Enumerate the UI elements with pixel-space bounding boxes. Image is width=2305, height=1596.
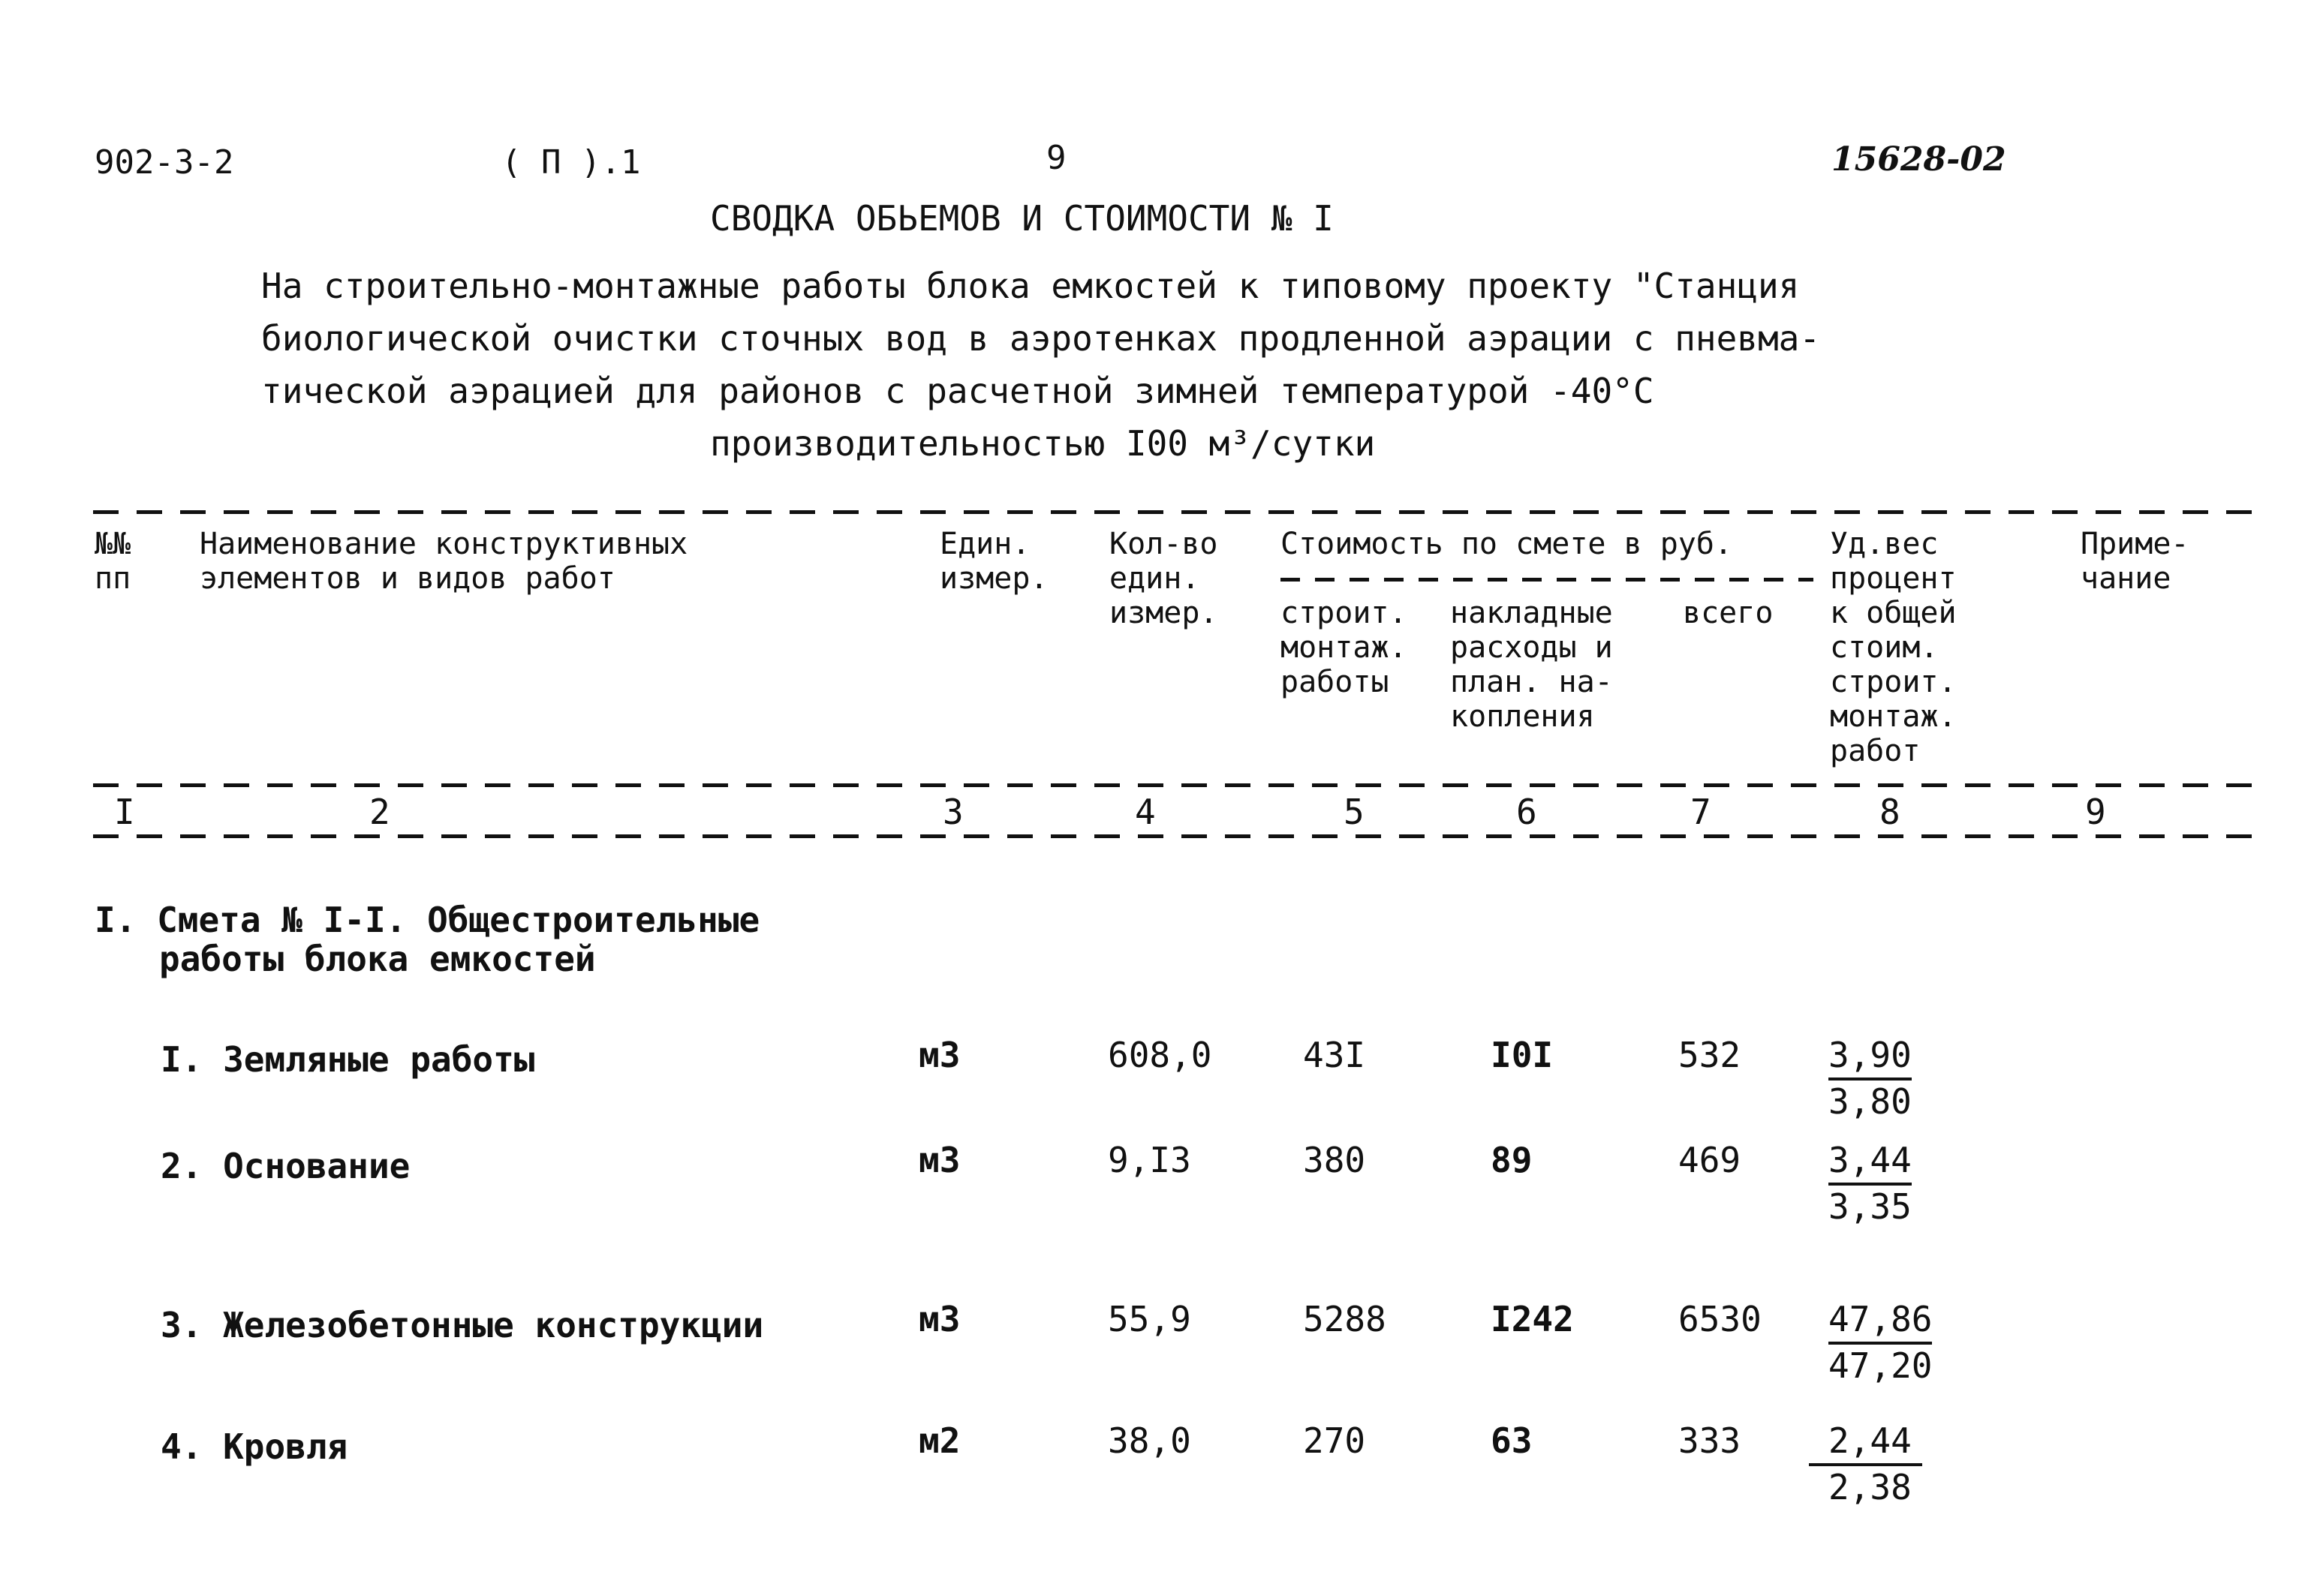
row-3-unit: м3 bbox=[919, 1299, 961, 1339]
row-4-unit: м2 bbox=[919, 1420, 961, 1461]
row-1-name: I. Земляные работы bbox=[161, 1039, 535, 1080]
column-number-9: 9 bbox=[2085, 792, 2106, 832]
row-2-share: 3,44 3,35 bbox=[1828, 1140, 1912, 1227]
row-4-share: 2,44 2,38 bbox=[1809, 1420, 1922, 1508]
column-number-8: 8 bbox=[1879, 792, 1900, 832]
row-1-overhead: I0I bbox=[1491, 1035, 1554, 1075]
document-code: 902-3-2 bbox=[95, 143, 234, 182]
row-4-name: 4. Кровля bbox=[161, 1426, 348, 1467]
row-3-name: 3. Железобетонные конструкции bbox=[161, 1305, 764, 1345]
row-2-total: 469 bbox=[1678, 1140, 1741, 1180]
row-3-total: 6530 bbox=[1678, 1299, 1762, 1339]
page-number: 9 bbox=[1046, 139, 1067, 177]
row-1-unit: м3 bbox=[919, 1035, 961, 1075]
column-number-3: 3 bbox=[943, 792, 964, 832]
row-1-share: 3,90 3,80 bbox=[1828, 1035, 1912, 1122]
subtitle-line-4: производительностью I00 м³/сутки bbox=[710, 423, 1376, 464]
row-3-quantity: 55,9 bbox=[1108, 1299, 1191, 1339]
row-2-name: 2. Основание bbox=[161, 1146, 411, 1186]
section-heading: I. Смета № I-I. Общестроительные работы блока емкостей bbox=[95, 900, 760, 979]
header-name: Наименование конструктивных элементов и видов работ bbox=[200, 527, 688, 596]
header-quantity: Кол-во един. измер. bbox=[1109, 527, 1218, 630]
subtitle-line-3: тической аэрацией для районов с расчетной зимней температурой -40°С bbox=[261, 371, 1654, 411]
row-1-quantity: 608,0 bbox=[1108, 1035, 1212, 1075]
header-construction-cost: строит. монтаж. работы bbox=[1280, 596, 1407, 699]
table-top-rule bbox=[93, 510, 2255, 514]
header-cost-group: Стоимость по смете в руб. bbox=[1280, 527, 1733, 561]
column-number-6: 6 bbox=[1516, 792, 1537, 832]
header-number: №№ пп bbox=[95, 527, 131, 596]
row-2-overhead: 89 bbox=[1491, 1140, 1533, 1180]
header-overhead: накладные расходы и план. на- копления bbox=[1450, 596, 1613, 734]
column-number-2: 2 bbox=[369, 792, 390, 832]
row-1-construction-cost: 43I bbox=[1303, 1035, 1366, 1075]
row-2-unit: м3 bbox=[919, 1140, 961, 1180]
cost-group-rule bbox=[1280, 578, 1813, 582]
header-unit: Един. измер. bbox=[940, 527, 1049, 596]
row-4-construction-cost: 270 bbox=[1303, 1420, 1366, 1461]
header-bottom-rule bbox=[93, 783, 2255, 787]
inventory-number: 15628-02 bbox=[1831, 140, 2006, 179]
row-1-total: 532 bbox=[1678, 1035, 1741, 1075]
column-number-5: 5 bbox=[1344, 792, 1365, 832]
row-4-quantity: 38,0 bbox=[1108, 1420, 1191, 1461]
row-3-construction-cost: 5288 bbox=[1303, 1299, 1386, 1339]
header-note: Приме- чание bbox=[2081, 527, 2189, 596]
subtitle-line-2: биологической очистки сточных вод в аэротенках продленной аэрации с пневма- bbox=[261, 318, 1821, 359]
column-numbers-rule bbox=[93, 834, 2255, 838]
row-2-construction-cost: 380 bbox=[1303, 1140, 1366, 1180]
row-4-overhead: 63 bbox=[1491, 1420, 1533, 1461]
row-4-total: 333 bbox=[1678, 1420, 1741, 1461]
row-3-overhead: I242 bbox=[1491, 1299, 1574, 1339]
row-2-quantity: 9,I3 bbox=[1108, 1140, 1191, 1180]
header-total: всего bbox=[1683, 596, 1774, 630]
row-3-share: 47,86 47,20 bbox=[1828, 1299, 1933, 1386]
document-title: СВОДКА ОБЬЕМОВ И СТОИМОСТИ № I bbox=[710, 198, 1334, 239]
column-number-1: I bbox=[114, 792, 135, 832]
column-number-4: 4 bbox=[1135, 792, 1156, 832]
header-share: Уд.вес процент к общей стоим. строит. монтаж. работ bbox=[1830, 527, 1957, 768]
column-number-7: 7 bbox=[1690, 792, 1711, 832]
subtitle-line-1: На строительно-монтажные работы блока емкостей к типовому проекту "Станция bbox=[261, 266, 1800, 306]
section-mark: ( П ).1 bbox=[501, 143, 641, 182]
